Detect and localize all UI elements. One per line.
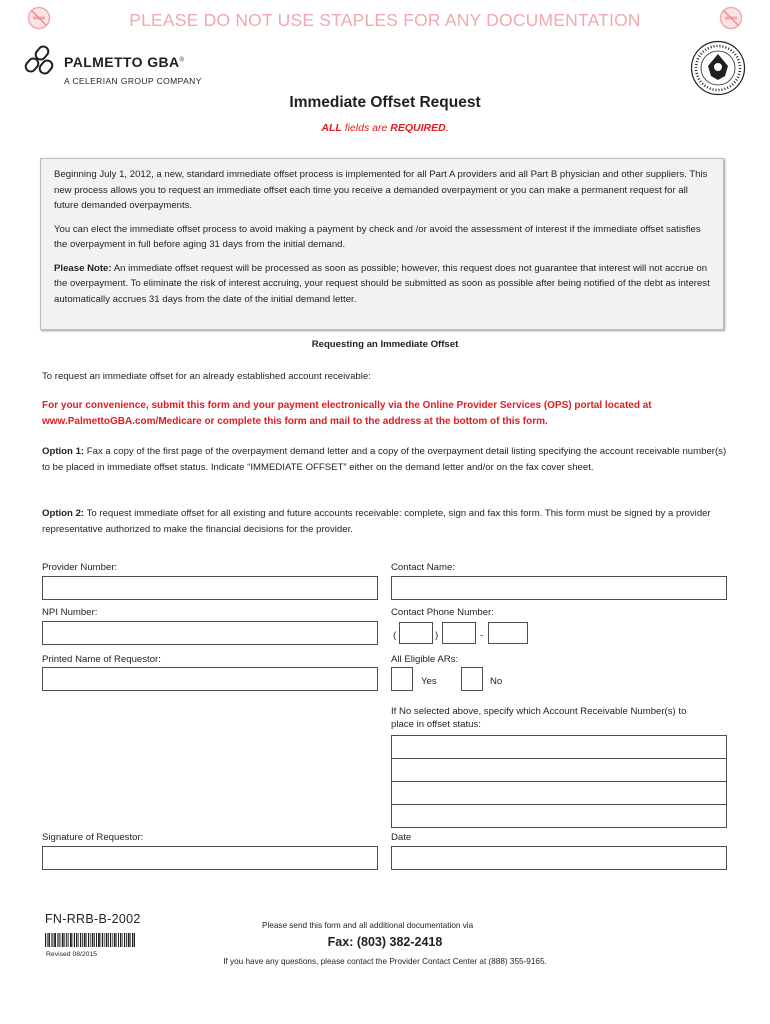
info-paragraph-1: Beginning July 1, 2012, a new, standard immediate offset process is implemented for all Part A providers and all Part B physician and other suppliers. This new process allows you to request an immediate offset each time you receive a demanded overpayment or you can make a permanent request for all future demanded overpayments. bbox=[54, 169, 708, 211]
provider-number-label: Provider Number: bbox=[42, 562, 118, 573]
info-paragraph-3: Please Note: An immediate offset request will be processed as soon as possible; however, this request does not guarantee that interest will not accrue on the overpayment. To eliminate the risk of interest accruing, your request should be submitted as soon as possible after being notified of the debt as interest automatically accrues 31 days from the date of the initial demand letter. bbox=[54, 262, 710, 305]
phone-line-number-field[interactable] bbox=[488, 622, 528, 644]
contact-name-label: Contact Name: bbox=[391, 562, 455, 573]
no-checkbox[interactable] bbox=[461, 667, 483, 691]
date-label: Date bbox=[391, 832, 412, 843]
ops-portal-notice: For your convenience, submit this form and your payment electronically via the Online Provider Services (OPS) portal located at www.PalmettoGBA.com/Medicare or complete this form and mail to the address at the bottom of this form. bbox=[42, 400, 652, 427]
ar-number-field-2[interactable] bbox=[391, 758, 727, 782]
phone-open-paren: ( bbox=[393, 630, 397, 641]
form-id: FN-RRB-B-2002 bbox=[45, 912, 141, 926]
date-field[interactable] bbox=[391, 846, 727, 870]
signature-field[interactable] bbox=[42, 846, 378, 870]
send-instructions: Please send this form and all additional documentation via bbox=[262, 921, 474, 930]
revised-date: Revised 08/2015 bbox=[46, 951, 98, 958]
ar-number-field-4[interactable] bbox=[391, 804, 727, 828]
logo-subtitle: A CELERIAN GROUP COMPANY bbox=[64, 76, 202, 86]
ar-number-field-3[interactable] bbox=[391, 781, 727, 805]
logo-name: PALMETTO GBA® bbox=[64, 54, 185, 70]
fax-number: Fax: (803) 382-2418 bbox=[327, 935, 443, 949]
phone-prefix-field[interactable] bbox=[442, 622, 476, 644]
signature-label: Signature of Requestor: bbox=[42, 832, 144, 843]
if-no-instructions: If No selected above, specify which Account Receivable Number(s) to place in offset status: bbox=[391, 706, 687, 730]
contact-center-info: If you have any questions, please contact the Provider Contact Center at (888) 355-9165. bbox=[223, 957, 547, 966]
contact-name-field[interactable] bbox=[391, 576, 727, 600]
provider-number-field[interactable] bbox=[42, 576, 378, 600]
no-label: No bbox=[490, 676, 503, 687]
no-staples-banner: PLEASE DO NOT USE STAPLES FOR ANY DOCUMENTATION bbox=[129, 10, 641, 30]
option-1-text: Option 1: Fax a copy of the first page of the overpayment demand letter and a copy of the overpayment detail listing specifying the account receivable number(s) to be placed in immediate offset status. Indicate “IMMEDIATE OFFSET” either on the demand letter and/or on the fax cover sheet. bbox=[42, 446, 727, 473]
yes-checkbox[interactable] bbox=[391, 667, 413, 691]
info-paragraph-2: You can elect the immediate offset process to avoid making a payment by check and /or avoid the assessment of interest if the immediate offset satisfies the overpayment in full before aging 31 days from the initial demand. bbox=[54, 223, 701, 250]
phone-close-paren: ) bbox=[435, 630, 439, 641]
form-title: Immediate Offset Request bbox=[289, 94, 481, 111]
registered-mark: ® bbox=[179, 57, 185, 64]
option-2-text: Option 2: To request immediate offset for all existing and future accounts receivable: complete, sign and fax this form. This form must be signed by a provider representative authorized to make the financial decisions for the provider. bbox=[42, 508, 711, 535]
phone-area-code-field[interactable] bbox=[399, 622, 433, 644]
phone-dash: - bbox=[480, 630, 484, 641]
npi-number-label: NPI Number: bbox=[42, 607, 98, 618]
info-box bbox=[40, 158, 724, 330]
intro-text: To request an immediate offset for an already established account receivable: bbox=[42, 371, 371, 382]
printed-name-field[interactable] bbox=[42, 667, 378, 691]
section-title: Requesting an Immediate Offset bbox=[311, 339, 459, 350]
palmetto-logo-icon bbox=[24, 44, 62, 82]
rrb-seal-icon bbox=[690, 40, 746, 96]
all-eligible-label: All Eligible ARs: bbox=[391, 654, 459, 665]
ar-number-field-1[interactable] bbox=[391, 735, 727, 759]
npi-number-field[interactable] bbox=[42, 621, 378, 645]
yes-label: Yes bbox=[421, 676, 437, 687]
printed-name-label: Printed Name of Requestor: bbox=[42, 654, 161, 665]
required-notice: ALL fields are REQUIRED. bbox=[321, 122, 449, 134]
contact-phone-label: Contact Phone Number: bbox=[391, 607, 494, 618]
